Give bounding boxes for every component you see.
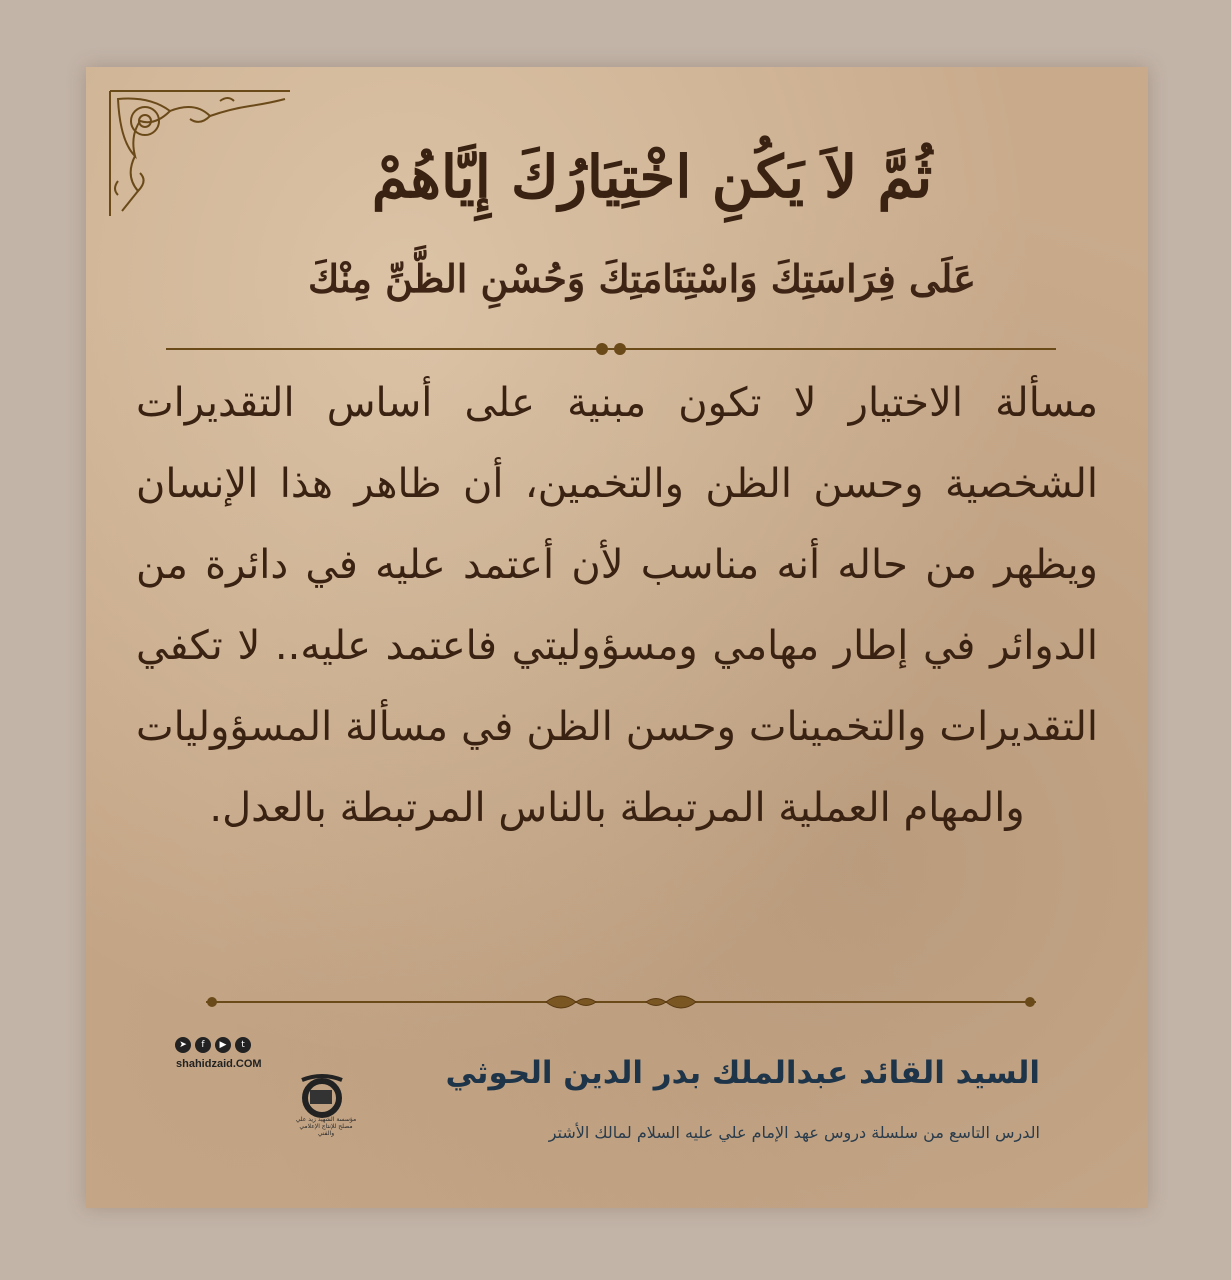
- publisher-logo: [186, 1072, 356, 1152]
- author-name: السيد القائد عبدالملك بدر الدين الحوثي: [445, 1055, 1040, 1091]
- page-title: ثُمَّ لاَ يَكُنِ اخْتِيَارُكَ إِيَّاهُمْ: [371, 143, 933, 211]
- top-divider: [166, 339, 1056, 359]
- film-reel-logo-icon: [296, 1072, 352, 1118]
- twitter-icon[interactable]: t: [235, 1037, 251, 1053]
- subtitle: عَلَى فِرَاسَتِكَ وَاسْتِنَامَتِكَ وَحُسْنِ الظَّنِّ مِنْكَ: [308, 256, 976, 301]
- facebook-icon[interactable]: f: [195, 1037, 211, 1053]
- body-text: مسألة الاختيار لا تكون مبنية على أساس التقديرات الشخصية وحسن الظن والتخمين، أن ظاهر هذا الإنسان ويظهر من حاله أنه مناسب لأن أعتمد عليه في دائرة من الدوائر في إطار مهامي ومسؤوليتي فاعتمد عليه.. لا تكفي التقديرات والتخمينات وحسن الظن في مسألة المسؤوليات والمهام العملية المرتبطة بالناس المرتبطة بالعدل.: [136, 380, 1098, 831]
- social-links: [175, 1037, 251, 1053]
- bottom-divider: [206, 992, 1036, 1012]
- lesson-series: الدرس التاسع من سلسلة دروس عهد الإمام علي عليه السلام لمالك الأشتر: [548, 1123, 1040, 1142]
- youtube-icon[interactable]: ▶: [215, 1037, 231, 1053]
- logo-caption: مؤسسة الشهيد زيد علي مصلح للإنتاج الإعلامي والفني: [295, 1116, 357, 1137]
- website-link[interactable]: shahidzaid.COM: [176, 1058, 262, 1070]
- telegram-icon[interactable]: ➤: [175, 1037, 191, 1053]
